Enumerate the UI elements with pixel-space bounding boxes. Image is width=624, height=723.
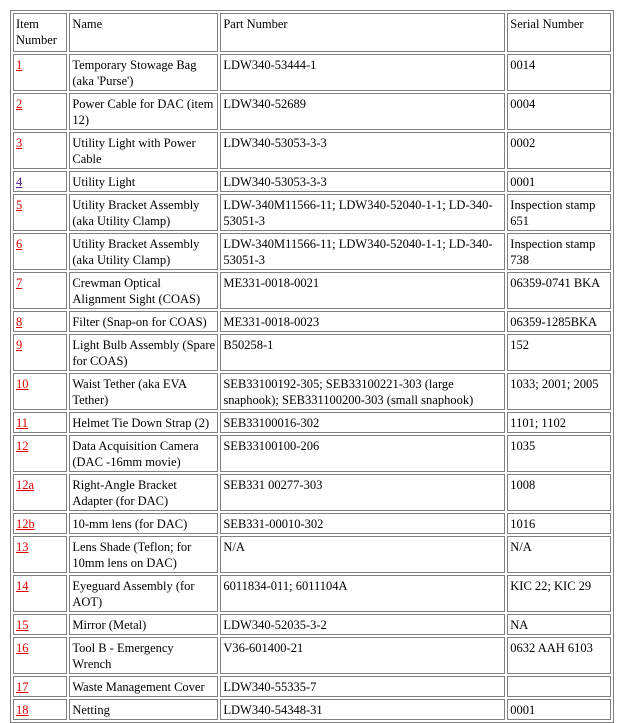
table-row [13,536,611,573]
item-link[interactable]: 6 [16,237,23,251]
table-row [13,311,611,332]
part-number-cell: LDW340-55335-7 [220,676,505,697]
serial-number-cell: 1101; 1102 [507,412,611,433]
part-number-cell: ME331-0018-0023 [220,311,505,332]
item-name-cell: Lens Shade (Teflon; for 10mm lens on DAC) [69,536,218,573]
serial-number-cell: KIC 22; KIC 29 [507,575,611,612]
header-row [13,13,611,52]
item-link[interactable]: 1 [16,58,23,72]
item-number-cell [13,412,67,433]
item-name-cell: Helmet Tie Down Strap (2) [69,412,218,433]
part-number-cell: SEB33100192-305; SEB33100221-303 (large snaphook); SEB331100200-303 (small snaphook) [220,373,505,410]
item-link[interactable]: 8 [16,315,23,329]
item-name-cell: Crewman Optical Alignment Sight (COAS) [69,272,218,309]
item-link[interactable]: 2 [16,97,23,111]
part-number-cell: SEB331 00277-303 [220,474,505,511]
header-name: Name [69,13,218,52]
table-row [13,575,611,612]
table-row [13,54,611,91]
item-number-cell [13,54,67,91]
item-number-cell [13,435,67,472]
item-number-cell [13,272,67,309]
item-link[interactable]: 15 [16,618,29,632]
part-number-cell: LDW340-54348-31 [220,699,505,720]
part-number-cell: LDW340-53053-3-3 [220,132,505,169]
item-number-cell [13,132,67,169]
part-number-cell: V36-601400-21 [220,637,505,674]
table-row [13,474,611,511]
part-number-cell: LDW-340M11566-11; LDW340-52040-1-1; LD-340-53051-3 [220,233,505,270]
item-name-cell: Utility Light with Power Cable [69,132,218,169]
serial-number-cell: Inspection stamp 738 [507,233,611,270]
item-link[interactable]: 16 [16,641,29,655]
item-name-cell: Utility Light [69,171,218,192]
item-name-cell: Data Acquisition Camera (DAC -16mm movie) [69,435,218,472]
serial-number-cell: 1035 [507,435,611,472]
item-name-cell: Utility Bracket Assembly (aka Utility Clamp) [69,233,218,270]
part-number-cell: LDW340-52689 [220,93,505,130]
item-name-cell: Utility Bracket Assembly (aka Utility Clamp) [69,194,218,231]
item-link[interactable]: 17 [16,680,29,694]
part-number-cell: 6011834-011; 6011104A [220,575,505,612]
table-row [13,132,611,169]
serial-number-cell: 0632 AAH 6103 [507,637,611,674]
item-name-cell: Waste Management Cover [69,676,218,697]
item-link[interactable]: 14 [16,579,29,593]
item-number-cell [13,637,67,674]
part-number-cell: B50258-1 [220,334,505,371]
serial-number-cell [507,676,611,697]
table-row [13,334,611,371]
item-link[interactable]: 12 [16,439,29,453]
table-body [13,54,611,720]
serial-number-cell: 1008 [507,474,611,511]
serial-number-cell: Inspection stamp 651 [507,194,611,231]
item-name-cell: Netting [69,699,218,720]
serial-number-cell: NA [507,614,611,635]
item-name-cell: Filter (Snap-on for COAS) [69,311,218,332]
serial-number-cell: 1016 [507,513,611,534]
item-number-cell [13,676,67,697]
item-number-cell [13,194,67,231]
serial-number-cell: 0002 [507,132,611,169]
serial-number-cell: N/A [507,536,611,573]
table-row [13,272,611,309]
page-content [10,10,614,723]
item-link[interactable]: 4 [16,175,23,189]
item-link[interactable]: 12b [16,517,35,531]
table-row [13,171,611,192]
item-name-cell: Eyeguard Assembly (for AOT) [69,575,218,612]
table-row [13,412,611,433]
item-number-cell [13,699,67,720]
item-name-cell: Waist Tether (aka EVA Tether) [69,373,218,410]
item-number-cell [13,474,67,511]
item-link[interactable]: 11 [16,416,29,430]
serial-number-cell: 0004 [507,93,611,130]
serial-number-cell: 1033; 2001; 2005 [507,373,611,410]
item-number-cell [13,334,67,371]
item-name-cell: Light Bulb Assembly (Spare for COAS) [69,334,218,371]
item-name-cell: Power Cable for DAC (item 12) [69,93,218,130]
item-link[interactable]: 7 [16,276,23,290]
item-link[interactable]: 3 [16,136,23,150]
item-number-cell [13,614,67,635]
item-link[interactable]: 18 [16,703,29,717]
item-number-cell [13,373,67,410]
header-item-number: Item Number [13,13,67,52]
serial-number-cell: 152 [507,334,611,371]
part-number-cell: LDW340-52035-3-2 [220,614,505,635]
item-number-cell [13,171,67,192]
item-link[interactable]: 13 [16,540,29,554]
item-number-cell [13,311,67,332]
table-row [13,373,611,410]
item-number-cell [13,513,67,534]
item-link[interactable]: 9 [16,338,23,352]
serial-number-cell: 0014 [507,54,611,91]
item-link[interactable]: 5 [16,198,23,212]
table-row [13,699,611,720]
table-row [13,513,611,534]
serial-number-cell: 0001 [507,171,611,192]
equipment-table [10,10,614,723]
item-name-cell: 10-mm lens (for DAC) [69,513,218,534]
serial-number-cell: 06359-0741 BKA [507,272,611,309]
item-number-cell [13,575,67,612]
part-number-cell: N/A [220,536,505,573]
part-number-cell: SEB33100100-206 [220,435,505,472]
table-row [13,233,611,270]
item-name-cell: Right-Angle Bracket Adapter (for DAC) [69,474,218,511]
item-name-cell: Mirror (Metal) [69,614,218,635]
part-number-cell: LDW-340M11566-11; LDW340-52040-1-1; LD-340-53051-3 [220,194,505,231]
part-number-cell: LDW340-53053-3-3 [220,171,505,192]
item-number-cell [13,536,67,573]
table-row [13,194,611,231]
item-name-cell: Temporary Stowage Bag (aka 'Purse') [69,54,218,91]
table-row [13,637,611,674]
item-number-cell [13,233,67,270]
table-row [13,93,611,130]
item-name-cell: Tool B - Emergency Wrench [69,637,218,674]
header-part-number: Part Number [220,13,505,52]
item-number-cell [13,93,67,130]
part-number-cell: ME331-0018-0021 [220,272,505,309]
part-number-cell: LDW340-53444-1 [220,54,505,91]
table-row [13,676,611,697]
item-link[interactable]: 12a [16,478,35,492]
header-serial-number: Serial Number [507,13,611,52]
item-link[interactable]: 10 [16,377,29,391]
table-row [13,614,611,635]
table-row [13,435,611,472]
part-number-cell: SEB331-00010-302 [220,513,505,534]
serial-number-cell: 06359-1285BKA [507,311,611,332]
part-number-cell: SEB33100016-302 [220,412,505,433]
serial-number-cell: 0001 [507,699,611,720]
